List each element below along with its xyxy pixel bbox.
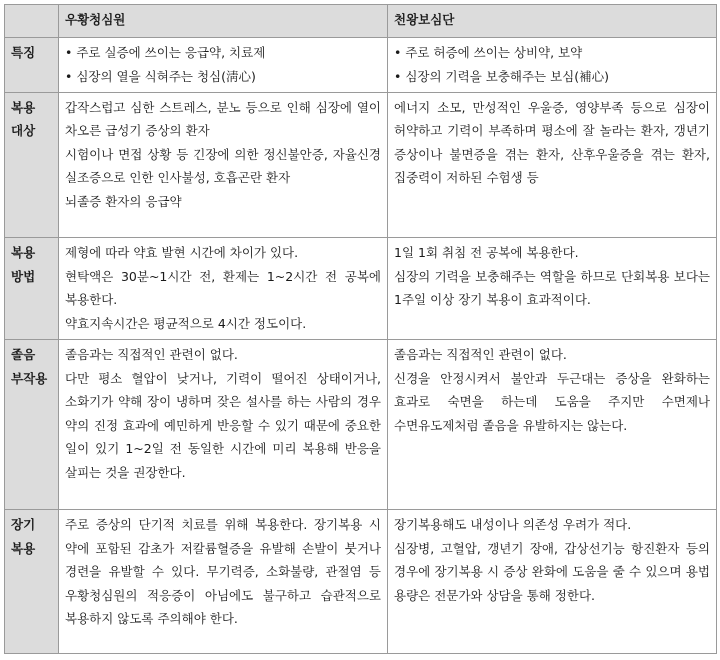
- comparison-table: [4, 4, 717, 654]
- cell-line: 심장병, 고혈압, 갱년기 장애, 갑상선기능 항진환자 등의 경우에 장기복용 시 증상 완화에 도움을 줄 수 있으며 용법 용량은 전문가와 상담을 통해 정한다.: [394, 540, 710, 603]
- row-label-line: 특징: [11, 45, 36, 60]
- row-long-term: [5, 510, 717, 654]
- row-features: [5, 38, 717, 93]
- cell-long-term-uhwang: [59, 510, 388, 654]
- cell-line: 갑작스럽고 심한 스트레스, 분노 등으로 인해 심장에 열이 차오른 급성기 증상의 환자: [65, 99, 381, 139]
- cell-features-cheonwang: [388, 38, 717, 93]
- cell-target-uhwang: [59, 92, 388, 238]
- cell-line: 약효지속시간은 평균적으로 4시간 정도이다.: [65, 315, 307, 331]
- cell-line: 현탁액은 30분~1시간 전, 환제는 1~2시간 전 공복에 복용한다.: [65, 268, 381, 308]
- row-label-line: 복용: [11, 245, 36, 261]
- cell-line: • 주로 허증에 쓰이는 상비약, 보약: [394, 45, 583, 60]
- row-label-method: [5, 238, 59, 340]
- header-col-cheonwang: 천왕보심단: [388, 5, 717, 38]
- cell-drowsiness-cheonwang: [388, 340, 717, 510]
- cell-drowsiness-uhwang: [59, 340, 388, 510]
- cell-line: • 심장의 기력을 보충해주는 보심(補心): [394, 68, 609, 84]
- cell-line: • 주로 실증에 쓰이는 응급약, 치료제: [65, 45, 266, 60]
- cell-line: 제형에 따라 약효 발현 시간에 차이가 있다.: [65, 245, 299, 261]
- cell-long-term-cheonwang: [388, 510, 717, 654]
- cell-line: 심장의 기력을 보충해주는 역할을 하므로 단회복용 보다는 1주일 이상 장기 복용이 효과적이다.: [394, 268, 710, 308]
- cell-line: 졸음과는 직접적인 관련이 없다.: [65, 347, 238, 363]
- cell-line: 뇌졸증 환자의 응급약: [65, 193, 182, 209]
- cell-line: • 심장의 열을 식혀주는 청심(淸心): [65, 68, 256, 84]
- row-label-line: 부작용: [11, 370, 48, 386]
- row-label-line: 복용: [11, 99, 36, 115]
- cell-line: 1일 1회 취침 전 공복에 복용한다.: [394, 245, 579, 261]
- row-label-features: [5, 38, 59, 93]
- header-corner: [5, 5, 59, 38]
- row-label-line: 복용: [11, 540, 36, 556]
- row-target: [5, 92, 717, 238]
- row-label-line: 대상: [11, 123, 36, 139]
- cell-features-uhwang: [59, 38, 388, 93]
- cell-line: 장기복용해도 내성이나 의존성 우려가 적다.: [394, 517, 632, 533]
- row-label-drowsiness: [5, 340, 59, 510]
- row-label-line: 방법: [11, 268, 36, 284]
- cell-line: 에너지 소모, 만성적인 우울증, 영양부족 등으로 심장이 허약하고 기력이 부족하며 평소에 잘 놀라는 환자, 갱년기 증상이나 불면증을 겪는 환자, 산후우울증을 겪는 환자, 집중력이 저하된 수험생 등: [394, 99, 710, 186]
- cell-line: 다만 평소 혈압이 낮거나, 기력이 떨어진 상태이거나, 소화기가 약해 장이 냉하며 잦은 설사를 하는 사람의 경우 약의 진정 효과에 예민하게 반응할 수 있기 때문에 중요한 일이 있기 1~2일 전 동일한 시간에 미리 복용해 반응을 살피는 것을 권장한다.: [65, 370, 381, 480]
- row-drowsiness: [5, 340, 717, 510]
- cell-line: 시험이나 면접 상황 등 긴장에 의한 정신불안증, 자율신경 실조증으로 인한 인사불성, 호흡곤란 환자: [65, 146, 381, 186]
- header-row: [5, 5, 717, 38]
- row-label-line: 졸음: [11, 347, 36, 363]
- cell-line: 졸음과는 직접적인 관련이 없다.: [394, 347, 567, 363]
- cell-line: 주로 증상의 단기적 치료를 위해 복용한다. 장기복용 시 약에 포함된 감초가 저칼륨혈증을 유발해 손발이 붓거나 경련을 유발할 수 있다. 무기력증, 소화불량, 관절염 등 우황청심원의 적응증이 아님에도 불구하고 습관적으로 복용하지 않도록 주의해야 한다.: [65, 517, 381, 627]
- row-label-long-term: [5, 510, 59, 654]
- header-col-uhwang: 우황청심원: [59, 5, 388, 38]
- row-label-line: 장기: [11, 517, 36, 533]
- row-label-target: [5, 92, 59, 238]
- cell-target-cheonwang: [388, 92, 717, 238]
- cell-line: 신경을 안정시켜서 불안과 두근대는 증상을 완화하는 효과로 숙면을 하는데 도움을 주지만 수면제나 수면유도제처럼 졸음을 유발하지는 않는다.: [394, 370, 710, 433]
- row-method: [5, 238, 717, 340]
- cell-method-uhwang: [59, 238, 388, 340]
- cell-method-cheonwang: [388, 238, 717, 340]
